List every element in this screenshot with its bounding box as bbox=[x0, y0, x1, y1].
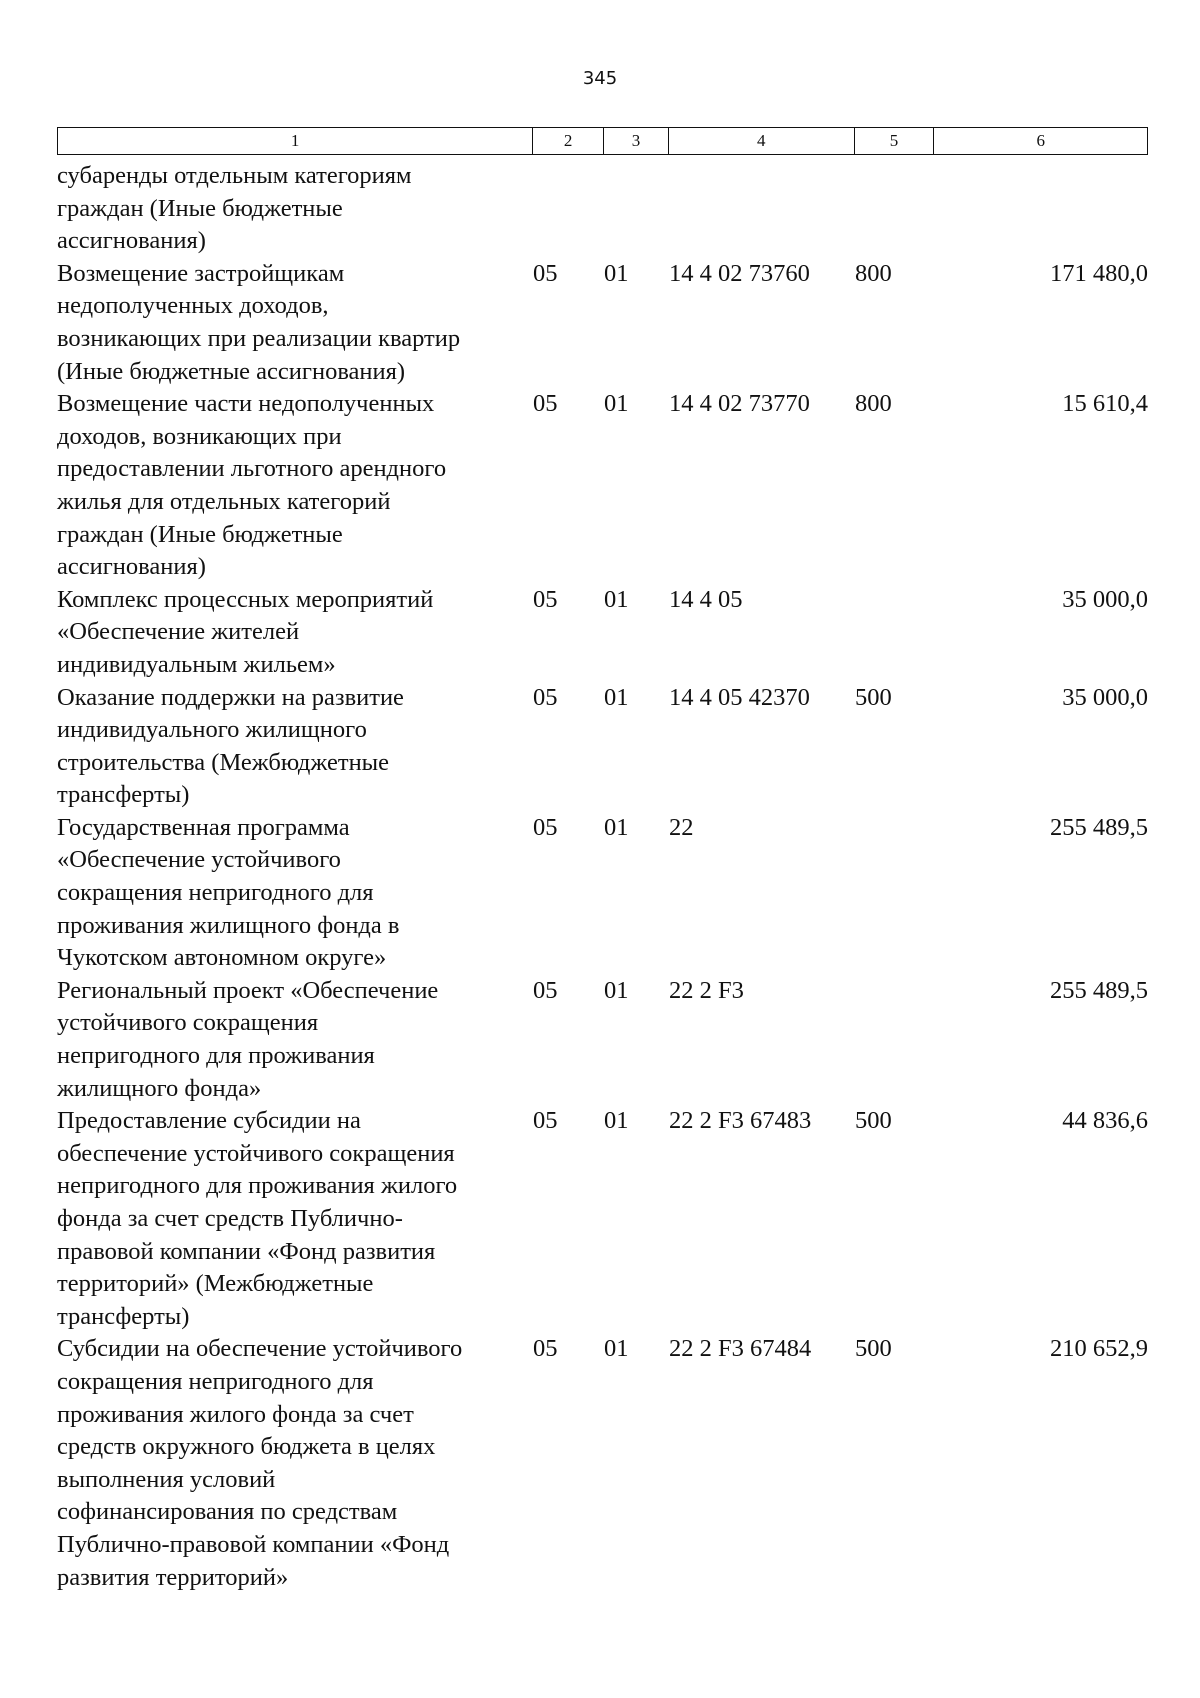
row-name: Оказание поддержки на развитие индивидуального жилищного строительства (Межбюджетные трансферты) bbox=[57, 683, 404, 809]
row-section: 05 bbox=[533, 976, 558, 1004]
row-section: 05 bbox=[533, 259, 558, 287]
row-amount: 171 480,0 bbox=[1050, 259, 1148, 287]
row-expense-type: 500 bbox=[855, 1107, 892, 1135]
row-name: Комплекс процессных мероприятий «Обеспечение жителей индивидуальным жильем» bbox=[57, 585, 434, 678]
table-row bbox=[57, 160, 1148, 258]
row-target-code: 14 4 02 73760 bbox=[669, 259, 810, 287]
row-section: 05 bbox=[533, 683, 558, 711]
table-row bbox=[57, 812, 1148, 975]
row-amount: 15 610,4 bbox=[1062, 390, 1148, 418]
table-row bbox=[57, 1333, 1148, 1594]
header-col-4: 4 bbox=[669, 128, 855, 154]
row-amount: 35 000,0 bbox=[1062, 683, 1148, 711]
header-col-2: 2 bbox=[533, 128, 604, 154]
table-header bbox=[57, 127, 1148, 155]
row-subsection: 01 bbox=[604, 683, 629, 711]
table-row bbox=[57, 682, 1148, 812]
table-row bbox=[57, 584, 1148, 682]
row-name: Возмещение застройщикам недополученных доходов, возникающих при реализации квартир (Иные бюджетные ассигнования) bbox=[57, 259, 461, 385]
row-expense-type: 500 bbox=[855, 1335, 892, 1363]
row-subsection: 01 bbox=[604, 1335, 629, 1363]
row-amount: 255 489,5 bbox=[1050, 813, 1148, 841]
row-name: Предоставление субсидии на обеспечение устойчивого сокращения непригодного для проживания жилого фонда за счет средств Публично- правовой компании «Фонд развития территорий» (Межбюджетные трансферты) bbox=[57, 1107, 458, 1330]
budget-table-body bbox=[57, 160, 1148, 1594]
row-subsection: 01 bbox=[604, 390, 629, 418]
row-expense-type: 500 bbox=[855, 683, 892, 711]
row-section: 05 bbox=[533, 1335, 558, 1363]
row-subsection: 01 bbox=[604, 585, 629, 613]
header-col-6: 6 bbox=[1036, 131, 1045, 150]
row-subsection: 01 bbox=[604, 976, 629, 1004]
header-col-3: 3 bbox=[604, 128, 669, 154]
row-target-code: 14 4 02 73770 bbox=[669, 390, 810, 418]
table-row bbox=[57, 388, 1148, 584]
row-subsection: 01 bbox=[604, 259, 629, 287]
row-subsection: 01 bbox=[604, 1107, 629, 1135]
page-number: 345 bbox=[582, 68, 618, 89]
row-amount: 44 836,6 bbox=[1062, 1107, 1148, 1135]
row-amount: 210 652,9 bbox=[1050, 1335, 1148, 1363]
row-section: 05 bbox=[533, 390, 558, 418]
row-target-code: 14 4 05 bbox=[669, 585, 743, 613]
row-target-code: 22 2 F3 67484 bbox=[669, 1335, 812, 1363]
row-name: Субсидии на обеспечение устойчивого сокращения непригодного для проживания жилого фонда за счет средств окружного бюджета в целях выполнения условий софинансирования по средствам Публично-правовой компании «Фонд развития территорий» bbox=[57, 1335, 463, 1591]
row-section: 05 bbox=[533, 585, 558, 613]
table-row bbox=[57, 258, 1148, 388]
table-row bbox=[57, 1105, 1148, 1333]
header-col-1: 1 bbox=[58, 128, 533, 154]
row-amount: 35 000,0 bbox=[1062, 585, 1148, 613]
row-subsection: 01 bbox=[604, 813, 629, 841]
row-amount: 255 489,5 bbox=[1050, 976, 1148, 1004]
row-name: Возмещение части недополученных доходов, возникающих при предоставлении льготного арендного жилья для отдельных категорий граждан (Иные бюджетные ассигнования) bbox=[57, 390, 447, 581]
row-target-code: 22 2 F3 bbox=[669, 976, 744, 1004]
row-name: Региональный проект «Обеспечение устойчивого сокращения непригодного для проживания жилищного фонда» bbox=[57, 976, 439, 1102]
row-target-code: 22 2 F3 67483 bbox=[669, 1107, 812, 1135]
row-name: Государственная программа «Обеспечение устойчивого сокращения непригодного для проживания жилищного фонда в Чукотском автономном округе» bbox=[57, 813, 400, 972]
row-expense-type: 800 bbox=[855, 259, 892, 287]
row-section: 05 bbox=[533, 1107, 558, 1135]
row-name: субаренды отдельным категориям граждан (Иные бюджетные ассигнования) bbox=[57, 162, 412, 255]
row-expense-type: 800 bbox=[855, 390, 892, 418]
row-target-code: 14 4 05 42370 bbox=[669, 683, 810, 711]
header-col-5: 5 bbox=[855, 128, 935, 154]
row-section: 05 bbox=[533, 813, 558, 841]
table-row bbox=[57, 975, 1148, 1105]
row-target-code: 22 bbox=[669, 813, 694, 841]
